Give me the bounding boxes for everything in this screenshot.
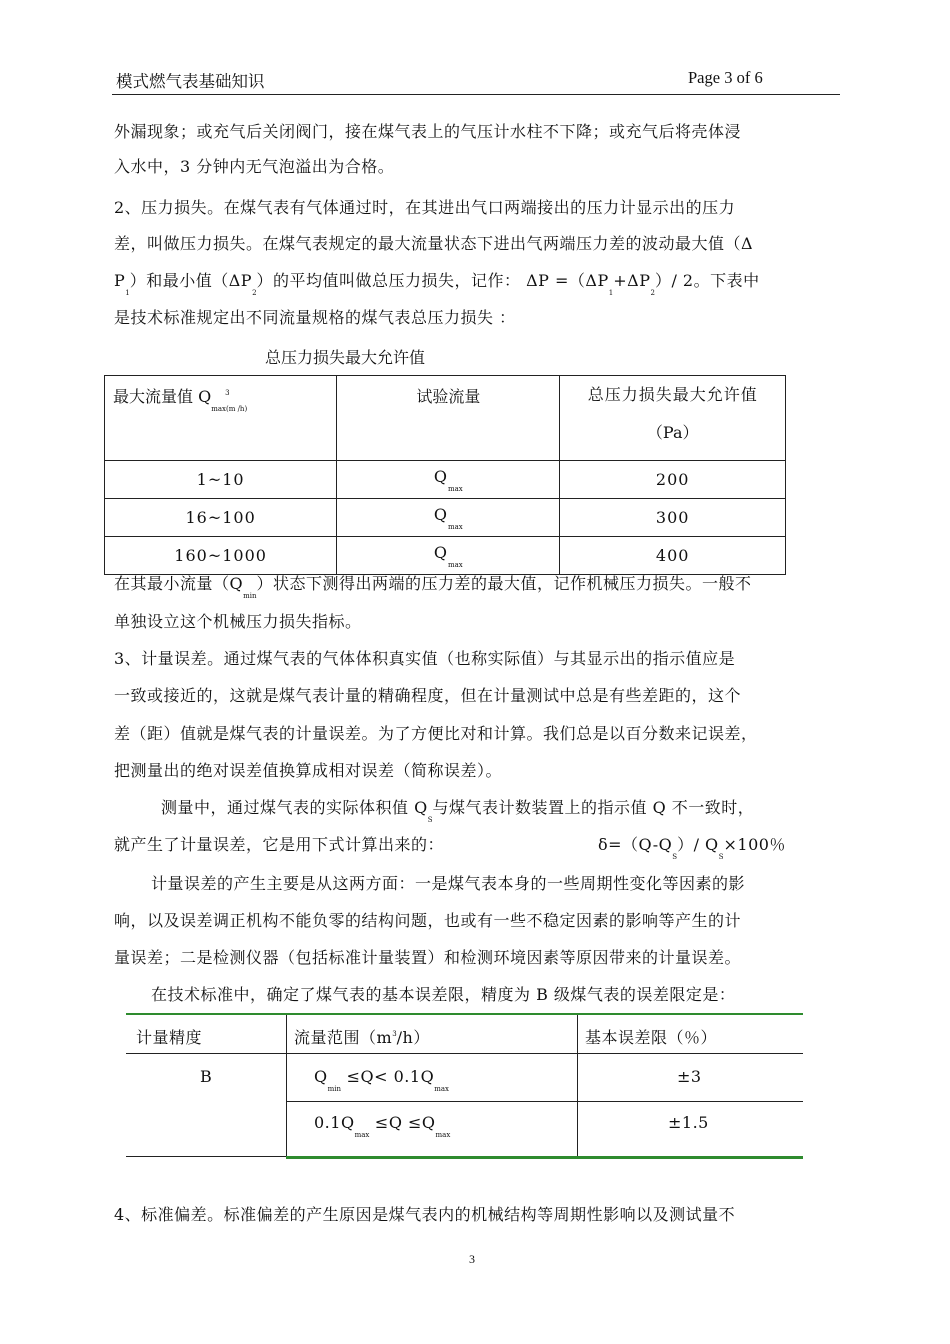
- para2-line3: [114, 271, 838, 303]
- para8-line1: 4、标准偏差。标准偏差的产生原因是煤气表内的机械结构等周期性影响以及测试量不: [114, 1205, 736, 1224]
- superscript: 3: [225, 389, 230, 397]
- para1-line2: 入水中，3 分钟内无气泡溢出为合格。: [114, 157, 395, 176]
- para2-line2: 差，叫做压力损失。在煤气表规定的最大流量状态下进出气两端压力差的波动最大值（Δ: [114, 234, 754, 253]
- cell-test-flow: $Q_{max}$: [337, 461, 560, 499]
- para4-line4: 把测量出的绝对误差值换算成相对误差（简称误差）。: [114, 761, 503, 780]
- para5-line2: 就产生了计量误差，它是用下式计算出来的：: [114, 835, 445, 854]
- header-precision: 计量精度: [136, 1028, 203, 1047]
- page-number: 3: [469, 1252, 475, 1266]
- subscript: S: [672, 853, 678, 861]
- header-test-flow: 试验流量: [337, 376, 560, 461]
- text-fragment: ×100％: [723, 835, 786, 854]
- cell-grade: B: [200, 1067, 213, 1086]
- para3-line2: 单独设立这个机械压力损失指标。: [114, 612, 362, 631]
- subscript: max: [435, 1131, 451, 1139]
- cell-error-2: ±1.5: [668, 1113, 709, 1132]
- table1-caption: 总压力损失最大允许值: [265, 348, 426, 367]
- text-fragment: 在其最小流量（Q: [114, 574, 244, 593]
- table-header-row: [105, 376, 786, 461]
- text-fragment: P: [114, 271, 126, 290]
- text-fragment: +ΔP: [613, 271, 651, 290]
- table-row: [105, 461, 786, 499]
- header-max-loss: 总压力损失最大允许值 （Pa）: [560, 376, 786, 461]
- superscript: 3: [392, 1030, 397, 1038]
- text-fragment: 测量中，通过煤气表的实际体积值 Q: [161, 798, 428, 817]
- para4-line1: 3、计量误差。通过煤气表的气体体积真实值（也称实际值）与其显示出的指示值应是: [114, 649, 736, 668]
- subscript: 2: [650, 289, 655, 297]
- table-row: [105, 499, 786, 537]
- page-indicator: Page 3 of 6: [688, 68, 763, 87]
- para6-line3: 量误差；二是检测仪器（包括标准计量装置）和检测环境因素等原因带来的计量误差。: [114, 948, 742, 967]
- text-fragment: ）的平均值叫做总压力损失，记作： ΔP =（ΔP: [256, 271, 609, 290]
- text-fragment: 与煤气表计数装置上的指示值 Q 不一致时，: [432, 798, 755, 817]
- para4-line2: 一致或接近的，这就是煤气表计量的精确程度，但在计量测试中总是有些差距的，这个: [114, 686, 742, 705]
- subscript: max(m /h): [211, 405, 248, 413]
- text-fragment: ）和最小值（ΔP: [129, 271, 253, 290]
- header-flow-range: 流量范围$(m^3/h)$: [294, 1028, 430, 1047]
- cell-value: 200: [560, 461, 786, 499]
- subscript: 1: [125, 289, 130, 297]
- table-row: [105, 537, 786, 575]
- cell-range: 16~100: [105, 499, 337, 537]
- table-row-rule: [286, 1101, 803, 1102]
- cell-value: 400: [560, 537, 786, 575]
- subscript: max: [354, 1131, 370, 1139]
- cell-range-1: $Q_{min} \le Q< 0.1Q_{max}$: [314, 1067, 449, 1093]
- subscript: min: [243, 592, 257, 600]
- cell-range: 1~10: [105, 461, 337, 499]
- subscript: S: [718, 853, 724, 861]
- subscript: min: [327, 1085, 342, 1093]
- page-header: [112, 66, 840, 95]
- para2-line1: 2、压力损失。在煤气表有气体通过时，在其进出气口两端接出的压力计显示出的压力: [114, 198, 736, 217]
- subscript: max: [448, 522, 463, 531]
- subscript: max: [434, 1085, 449, 1093]
- pressure-loss-table: [104, 375, 786, 575]
- subscript: 1: [608, 289, 614, 297]
- cell-error-1: ±3: [677, 1067, 702, 1086]
- para3-line1: [114, 574, 838, 606]
- subscript: S: [427, 816, 433, 824]
- table-col-divider: [577, 1015, 578, 1156]
- error-formula: [598, 835, 838, 867]
- text-fragment: ）状态下测得出两端的压力差的最大值，记作机械压力损失。一般不: [256, 574, 752, 593]
- cell-value: 300: [560, 499, 786, 537]
- table-bottom-rule-left: [126, 1156, 286, 1157]
- text-fragment: ）/ 2。下表中: [654, 271, 760, 290]
- document-title: 模式燃气表基础知识: [116, 72, 265, 91]
- table-header-rule: [126, 1053, 803, 1054]
- error-limit-table: [126, 1013, 803, 1159]
- text-fragment: δ=（Q-Q: [598, 835, 673, 854]
- cell-range-2: $0.1Q_{max} \le Q \le Q_{max}$: [314, 1113, 451, 1139]
- cell-test-flow: $Q_{max}$: [337, 499, 560, 537]
- subscript: max: [448, 560, 463, 569]
- subscript: 2: [252, 289, 257, 297]
- header-max-flow: 最大流量值 $Q_{max(m /h)}^3$: [105, 376, 337, 461]
- table-top-rule: [126, 1013, 803, 1015]
- para7-line1: 在技术标准中，确定了煤气表的基本误差限，精度为 B 级煤气表的误差限定是：: [151, 985, 736, 1004]
- subscript: max: [448, 484, 463, 493]
- para1-line1: 外漏现象；或充气后关闭阀门，接在煤气表上的气压计水柱不下降；或充气后将壳体浸: [114, 122, 742, 141]
- para4-line3: 差（距）值就是煤气表的计量误差。为了方便比对和计算。我们总是以百分数来记误差，: [114, 724, 758, 743]
- para6-line1: 计量误差的产生主要是从这两方面：一是煤气表本身的一些周期性变化等因素的影: [151, 874, 746, 893]
- para5-line1: [161, 798, 885, 830]
- table-bottom-rule: [286, 1156, 803, 1159]
- para2-line4: 是技术标准规定出不同流量规格的煤气表总压力损失 ：: [114, 308, 516, 327]
- table-col-divider: [286, 1015, 287, 1156]
- cell-test-flow: $Q_{max}$: [337, 537, 560, 575]
- text-fragment: ）/ Q: [677, 835, 719, 854]
- para6-line2: 响，以及误差调正机构不能负零的结构问题，也或有一些不稳定因素的影响等产生的计: [114, 911, 742, 930]
- cell-range: 160~1000: [105, 537, 337, 575]
- header-error-limit: 基本误差限（％）: [585, 1028, 718, 1047]
